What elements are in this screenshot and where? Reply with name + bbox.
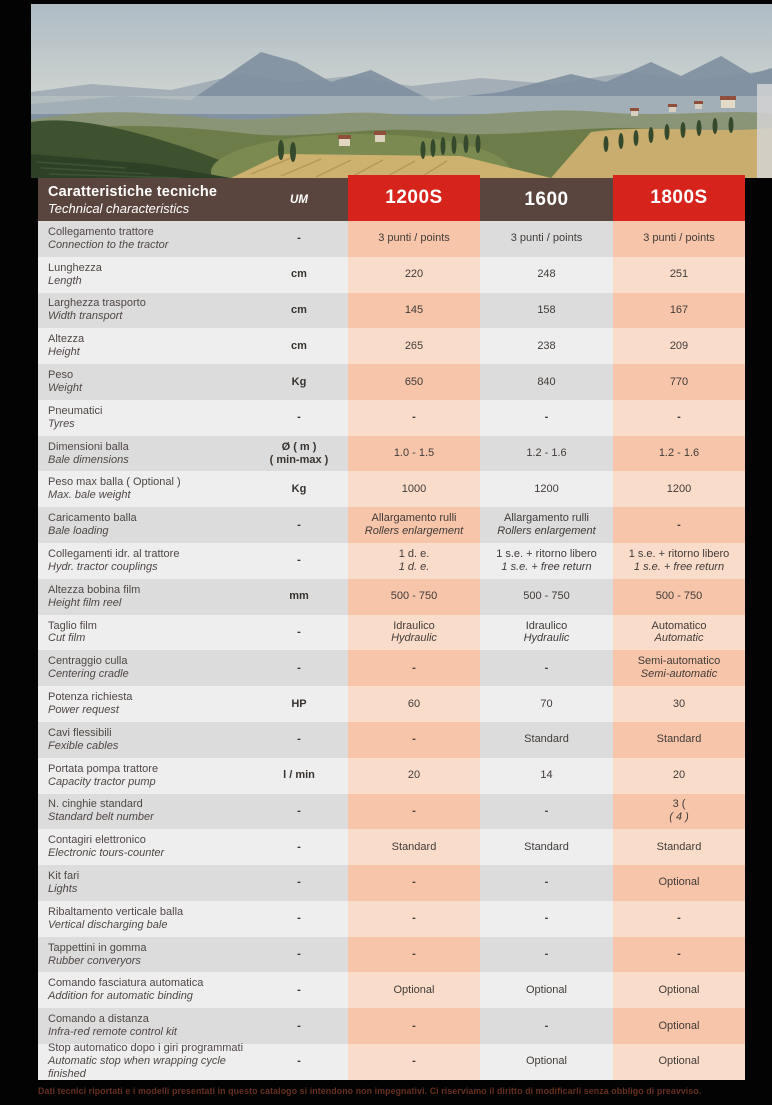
- row-label: Stop automatico dopo i giri programmati Automatic stop when wrapping cycle finished: [38, 1044, 250, 1080]
- um-cell: -: [250, 615, 348, 651]
- value-cell-1200s: -: [348, 722, 480, 758]
- value-cell-1800s: Automatico Automatic: [613, 615, 745, 651]
- table-row: [38, 686, 745, 722]
- um-cell: -: [250, 794, 348, 830]
- table-row: [38, 722, 745, 758]
- um-cell: Ø ( m ) ( min-max ): [250, 436, 348, 472]
- table-row: [38, 794, 745, 830]
- value-cell-1800s: Standard: [613, 829, 745, 865]
- model-header-1800s: 1800S: [613, 175, 745, 221]
- table-row: [38, 758, 745, 794]
- value-cell-1600: -: [480, 1008, 613, 1044]
- table-row: [38, 650, 745, 686]
- value-cell-1600: -: [480, 794, 613, 830]
- value-cell-1600: 238: [480, 328, 613, 364]
- value-cell-1800s: 770: [613, 364, 745, 400]
- table-title-italian: Caratteristiche tecniche: [48, 183, 218, 200]
- row-label: N. cinghie standard Standard belt number: [38, 794, 250, 830]
- um-cell: -: [250, 507, 348, 543]
- um-cell: cm: [250, 328, 348, 364]
- landscape-photo-graphic: [31, 4, 772, 178]
- value-cell-1200s: 60: [348, 686, 480, 722]
- value-cell-1600: 158: [480, 293, 613, 329]
- table-header-row: [38, 178, 745, 221]
- table-row: [38, 328, 745, 364]
- row-label: Lunghezza Length: [38, 257, 250, 293]
- um-cell: -: [250, 543, 348, 579]
- um-column-header: UM: [250, 178, 348, 221]
- table-row: [38, 865, 745, 901]
- table-row: [38, 901, 745, 937]
- value-cell-1600: 1 s.e. + ritorno libero 1 s.e. + free return: [480, 543, 613, 579]
- value-cell-1200s: 1.0 - 1.5: [348, 436, 480, 472]
- value-cell-1200s: 1 d. e. 1 d. e.: [348, 543, 480, 579]
- value-cell-1600: 840: [480, 364, 613, 400]
- value-cell-1800s: 1 s.e. + ritorno libero 1 s.e. + free return: [613, 543, 745, 579]
- table-row: [38, 471, 745, 507]
- value-cell-1600: Optional: [480, 1044, 613, 1080]
- value-cell-1200s: 650: [348, 364, 480, 400]
- um-cell: -: [250, 937, 348, 973]
- value-cell-1600: 500 - 750: [480, 579, 613, 615]
- row-label: Peso max balla ( Optional ) Max. bale weight: [38, 471, 250, 507]
- table-row: [38, 400, 745, 436]
- value-cell-1800s: 209: [613, 328, 745, 364]
- value-cell-1200s: -: [348, 937, 480, 973]
- row-label: Larghezza trasporto Width transport: [38, 293, 250, 329]
- um-cell: -: [250, 1044, 348, 1080]
- value-cell-1800s: Optional: [613, 1008, 745, 1044]
- value-cell-1200s: -: [348, 794, 480, 830]
- value-cell-1800s: 251: [613, 257, 745, 293]
- value-cell-1200s: -: [348, 1008, 480, 1044]
- row-label: Pneumatici Tyres: [38, 400, 250, 436]
- value-cell-1600: Standard: [480, 722, 613, 758]
- value-cell-1600: 14: [480, 758, 613, 794]
- um-cell: -: [250, 829, 348, 865]
- um-cell: cm: [250, 293, 348, 329]
- row-label: Collegamenti idr. al trattore Hydr. tractor couplings: [38, 543, 250, 579]
- um-cell: Kg: [250, 364, 348, 400]
- row-label: Altezza bobina film Height film reel: [38, 579, 250, 615]
- um-cell: -: [250, 650, 348, 686]
- um-cell: mm: [250, 579, 348, 615]
- table-title: [38, 178, 250, 221]
- value-cell-1800s: -: [613, 507, 745, 543]
- table-row: [38, 543, 745, 579]
- table-row: [38, 579, 745, 615]
- table-row: [38, 1044, 745, 1080]
- value-cell-1800s: Optional: [613, 1044, 745, 1080]
- row-label: Contagiri elettronico Electronic tours-counter: [38, 829, 250, 865]
- um-cell: -: [250, 972, 348, 1008]
- value-cell-1800s: -: [613, 901, 745, 937]
- row-label: Portata pompa trattore Capacity tractor pump: [38, 758, 250, 794]
- value-cell-1600: -: [480, 650, 613, 686]
- value-cell-1200s: Allargamento rulli Rollers enlargement: [348, 507, 480, 543]
- value-cell-1200s: -: [348, 865, 480, 901]
- um-cell: -: [250, 865, 348, 901]
- row-label: Ribaltamento verticale balla Vertical discharging bale: [38, 901, 250, 937]
- value-cell-1600: 1.2 - 1.6: [480, 436, 613, 472]
- value-cell-1600: 1200: [480, 471, 613, 507]
- value-cell-1200s: 3 punti / points: [348, 221, 480, 257]
- row-label: Potenza richiesta Power request: [38, 686, 250, 722]
- value-cell-1200s: Idraulico Hydraulic: [348, 615, 480, 651]
- table-row: [38, 1008, 745, 1044]
- value-cell-1600: 248: [480, 257, 613, 293]
- disclaimer-text: Dati tecnici riportati e i modelli presentati in questo catalogo si intendono non impegnativi. Ci riserviamo il diritto di modificarli senza obbligo di preavviso.: [38, 1086, 702, 1096]
- value-cell-1800s: 167: [613, 293, 745, 329]
- um-cell: cm: [250, 257, 348, 293]
- value-cell-1600: Optional: [480, 972, 613, 1008]
- row-label: Kit fari Lights: [38, 865, 250, 901]
- model-header-1200s: 1200S: [348, 175, 480, 221]
- value-cell-1800s: -: [613, 400, 745, 436]
- value-cell-1800s: 30: [613, 686, 745, 722]
- value-cell-1600: Allargamento rulli Rollers enlargement: [480, 507, 613, 543]
- value-cell-1600: -: [480, 937, 613, 973]
- value-cell-1800s: Semi-automatico Semi-automatic: [613, 650, 745, 686]
- table-body: [38, 221, 745, 1080]
- table-row: [38, 221, 745, 257]
- model-header-1600: 1600: [480, 178, 613, 221]
- table-row: [38, 507, 745, 543]
- row-label: Cavi flessibili Fexible cables: [38, 722, 250, 758]
- value-cell-1200s: Optional: [348, 972, 480, 1008]
- spec-table: [38, 178, 745, 1080]
- value-cell-1200s: 20: [348, 758, 480, 794]
- row-label: Caricamento balla Bale loading: [38, 507, 250, 543]
- table-row: [38, 829, 745, 865]
- table-row: [38, 937, 745, 973]
- value-cell-1600: -: [480, 400, 613, 436]
- value-cell-1200s: -: [348, 400, 480, 436]
- row-label: Collegamento trattore Connection to the tractor: [38, 221, 250, 257]
- value-cell-1800s: 1200: [613, 471, 745, 507]
- row-label: Dimensioni balla Bale dimensions: [38, 436, 250, 472]
- value-cell-1800s: 3 punti / points: [613, 221, 745, 257]
- table-row: [38, 436, 745, 472]
- row-label: Comando fasciatura automatica Addition for automatic binding: [38, 972, 250, 1008]
- value-cell-1200s: 1000: [348, 471, 480, 507]
- um-cell: -: [250, 722, 348, 758]
- um-cell: -: [250, 400, 348, 436]
- value-cell-1200s: Standard: [348, 829, 480, 865]
- value-cell-1800s: 500 - 750: [613, 579, 745, 615]
- table-row: [38, 972, 745, 1008]
- value-cell-1800s: 20: [613, 758, 745, 794]
- value-cell-1800s: Optional: [613, 865, 745, 901]
- um-cell: l / min: [250, 758, 348, 794]
- value-cell-1600: Idraulico Hydraulic: [480, 615, 613, 651]
- value-cell-1600: -: [480, 901, 613, 937]
- value-cell-1800s: -: [613, 937, 745, 973]
- row-label: Taglio film Cut film: [38, 615, 250, 651]
- value-cell-1200s: -: [348, 901, 480, 937]
- row-label: Tappettini in gomma Rubber converyors: [38, 937, 250, 973]
- table-title-english: Technical characteristics: [48, 200, 190, 216]
- table-row: [38, 615, 745, 651]
- value-cell-1800s: Optional: [613, 972, 745, 1008]
- um-cell: Kg: [250, 471, 348, 507]
- table-row: [38, 293, 745, 329]
- landscape-photo: [31, 4, 772, 178]
- value-cell-1600: 70: [480, 686, 613, 722]
- value-cell-1800s: 3 ( ( 4 ): [613, 794, 745, 830]
- row-label: Centraggio culla Centering cradle: [38, 650, 250, 686]
- um-cell: -: [250, 221, 348, 257]
- um-cell: -: [250, 901, 348, 937]
- value-cell-1800s: Standard: [613, 722, 745, 758]
- row-label: Comando a distanza Infra-red remote control kit: [38, 1008, 250, 1044]
- um-cell: -: [250, 1008, 348, 1044]
- value-cell-1200s: -: [348, 1044, 480, 1080]
- value-cell-1200s: 265: [348, 328, 480, 364]
- table-row: [38, 364, 745, 400]
- row-label: Altezza Height: [38, 328, 250, 364]
- value-cell-1200s: -: [348, 650, 480, 686]
- value-cell-1600: Standard: [480, 829, 613, 865]
- value-cell-1600: 3 punti / points: [480, 221, 613, 257]
- value-cell-1800s: 1.2 - 1.6: [613, 436, 745, 472]
- value-cell-1200s: 500 - 750: [348, 579, 480, 615]
- row-label: Peso Weight: [38, 364, 250, 400]
- table-row: [38, 257, 745, 293]
- value-cell-1200s: 220: [348, 257, 480, 293]
- um-cell: HP: [250, 686, 348, 722]
- value-cell-1600: -: [480, 865, 613, 901]
- value-cell-1200s: 145: [348, 293, 480, 329]
